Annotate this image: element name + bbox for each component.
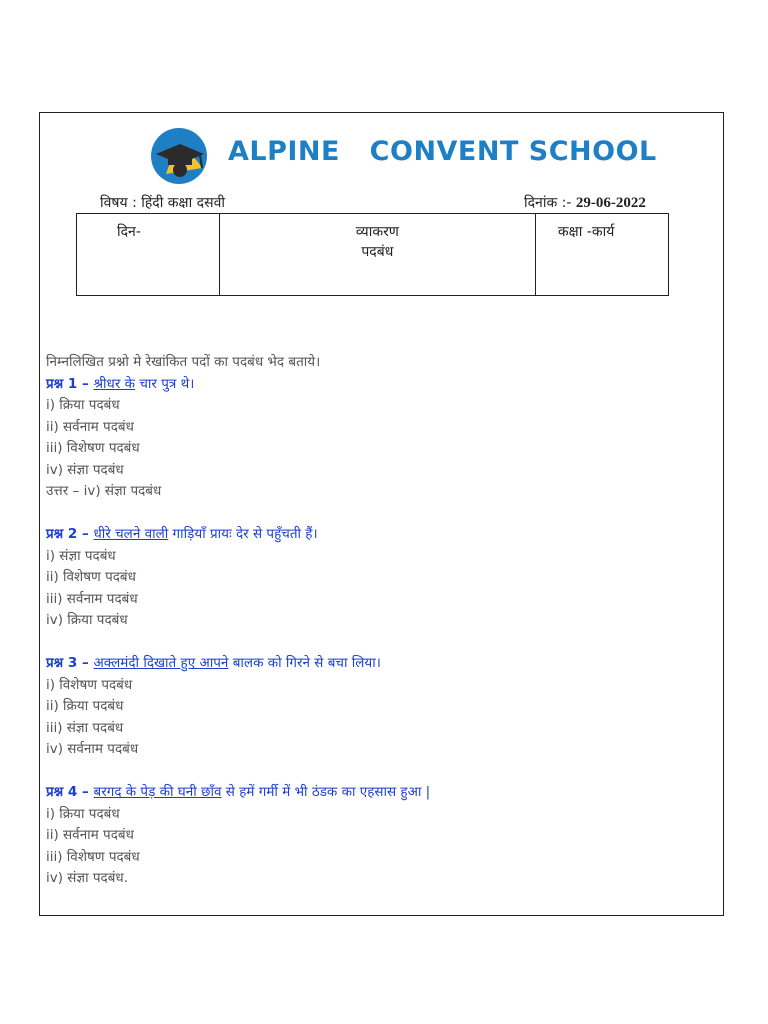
spacer [46, 632, 706, 654]
question-label: प्रश्न 1 – [46, 375, 94, 392]
option: i) विशेषण पदबंध [46, 676, 133, 693]
option: ii) क्रिया पदबंध [46, 698, 124, 714]
date-label: दिनांक :- [524, 195, 576, 211]
underlined-phrase: बरगद के पेड़ की घनी छाँव [93, 784, 222, 800]
underlined-phrase: श्रीधर के [93, 375, 136, 392]
answer: उत्तर – iv) संज्ञा पदबंध [46, 483, 162, 499]
option: iv) संज्ञा पदबंध. [46, 870, 129, 886]
question-label: प्रश्न 3 – [46, 655, 94, 671]
underlined-phrase: अक्लमंदी दिखाते हुए आपने [93, 655, 229, 671]
question-label: प्रश्न 2 – [46, 526, 94, 542]
subject-line: विषय : हिंदी कक्षा दसवी [100, 195, 225, 211]
topic-line-2: पदबंध [361, 244, 394, 260]
option: i) संज्ञा पदबंध [46, 547, 116, 564]
option: ii) सर्वनाम पदबंध [46, 418, 134, 435]
option: iv) क्रिया पदबंध [46, 612, 128, 628]
question-rest: बालक को गिरने से बचा लिया। [228, 655, 381, 671]
question-rest: चार पुत्र थे। [135, 375, 195, 392]
topic-line-1: व्याकरण [355, 224, 399, 240]
question-3 [46, 653, 706, 675]
date-value: 29-06-2022 [575, 195, 646, 211]
option: iii) विशेषण पदबंध [46, 848, 140, 865]
option: i) क्रिया पदबंध [46, 805, 120, 822]
option: ii) विशेषण पदबंध [46, 569, 136, 585]
question-4 [46, 782, 706, 804]
school-name: ALPINE CONVENT SCHOOL [228, 136, 657, 167]
option: ii) सर्वनाम पदबंध [46, 827, 134, 843]
option: iii) विशेषण पदबंध [46, 440, 140, 456]
topic-cell [219, 214, 535, 296]
date-line [524, 193, 646, 212]
question-rest: से हमें गर्मी में भी ठंडक का एहसास हुआ | [221, 784, 431, 800]
header-table [76, 213, 669, 296]
option: iii) सर्वनाम पदबंध [46, 590, 138, 607]
work-type-cell: कक्षा -कार्य [535, 214, 668, 296]
question-2 [46, 524, 706, 546]
spacer [46, 503, 706, 525]
spacer [46, 761, 706, 783]
option: iv) सर्वनाम पदबंध [46, 741, 139, 757]
question-rest: गाड़ियाँ प्रायः देर से पहुँचती हैं। [168, 526, 318, 542]
option: i) क्रिया पदबंध [46, 397, 120, 413]
day-cell: दिन- [77, 214, 220, 296]
school-logo-icon [146, 124, 212, 186]
question-1 [46, 374, 706, 396]
instruction: निम्नलिखित प्रश्नो मे रेखांकित पदों का पदबंध भेद बताये। [46, 354, 321, 370]
underlined-phrase: धीरे चलने वाली [93, 526, 169, 542]
worksheet-content [46, 352, 706, 890]
option: iii) संज्ञा पदबंध [46, 719, 124, 736]
option: iv) संज्ञा पदबंध [46, 461, 124, 478]
question-label: प्रश्न 4 – [46, 784, 94, 800]
